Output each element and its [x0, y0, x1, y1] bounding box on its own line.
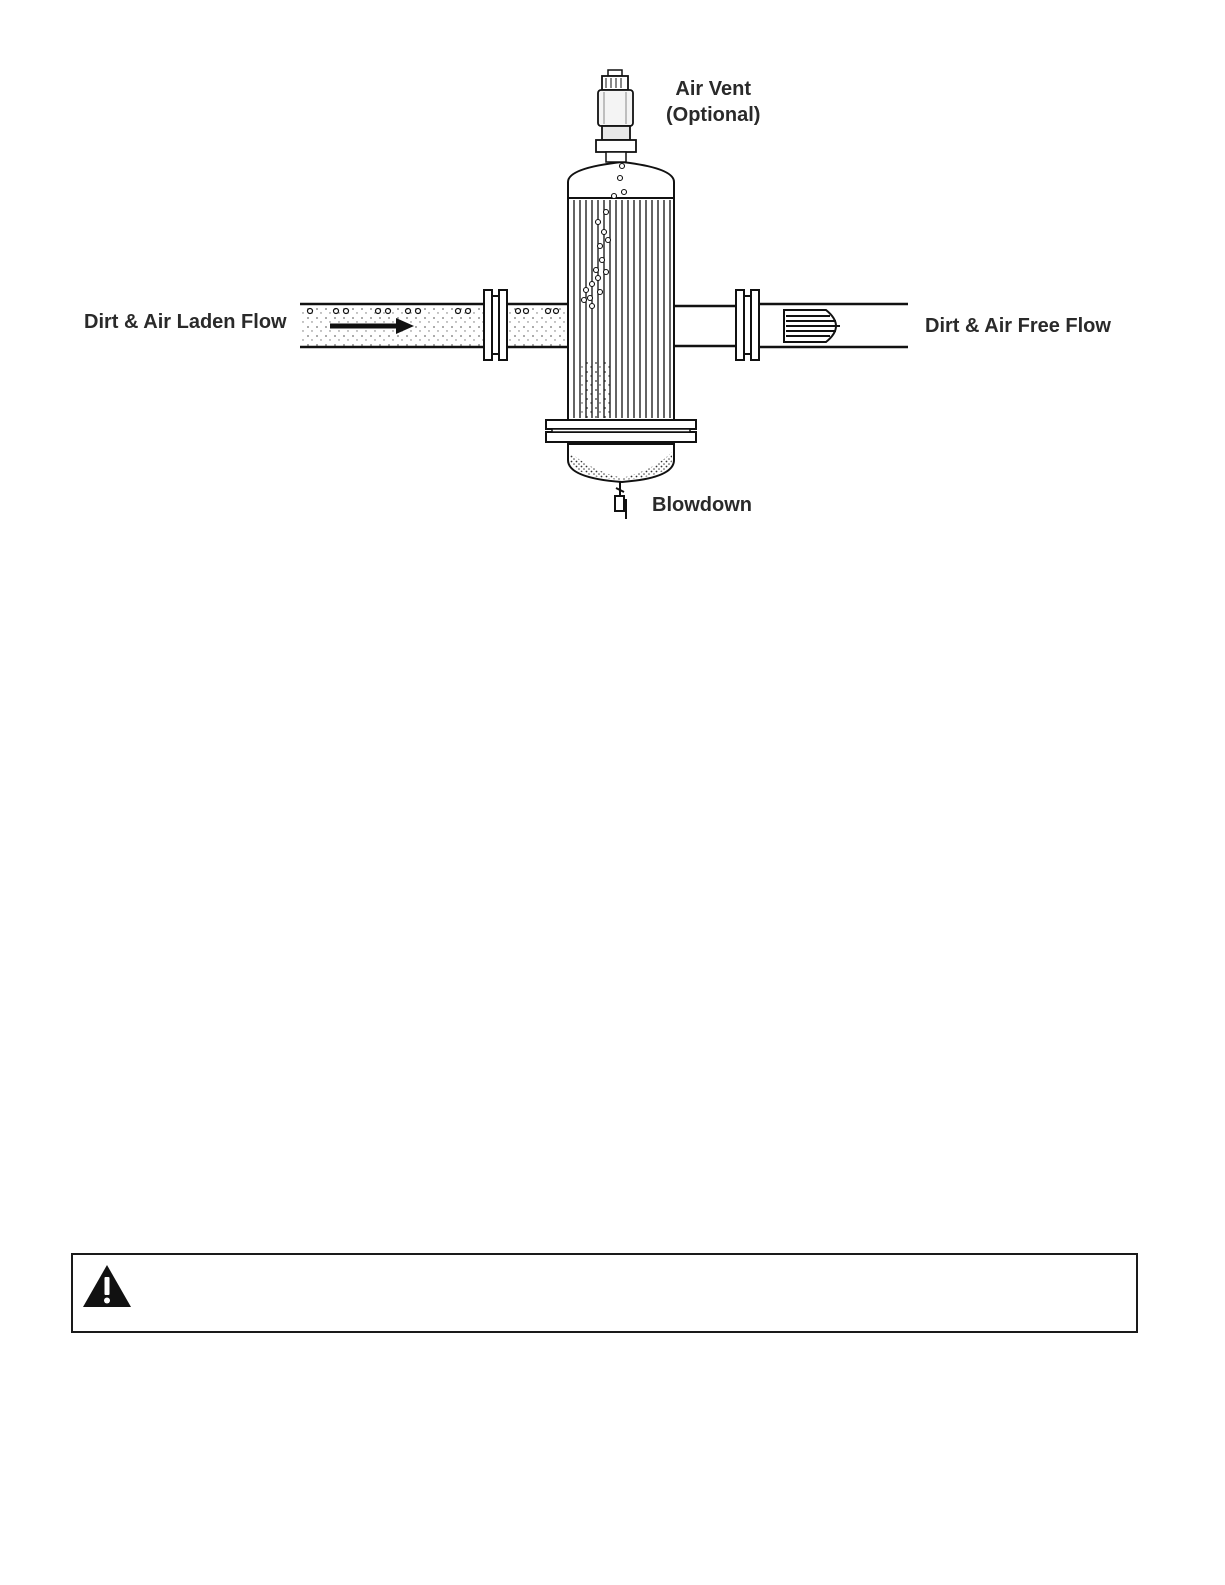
- blowdown-valve: [615, 482, 626, 519]
- outlet-flow-label: Dirt & Air Free Flow: [925, 315, 1111, 337]
- air-vent-label: [666, 76, 760, 128]
- outlet-flange: [736, 290, 759, 360]
- air-vent-label-line2: (Optional): [666, 104, 761, 126]
- inlet-flow-label: Dirt & Air Laden Flow: [84, 311, 287, 333]
- inlet-flange: [484, 290, 507, 360]
- warning-triangle-icon: [81, 1263, 133, 1309]
- separator-vessel: [568, 162, 674, 420]
- warning-box: [71, 1253, 1138, 1333]
- air-vent: [596, 70, 636, 162]
- dirt-collection-chamber: [546, 420, 696, 482]
- air-vent-label-line1: Air Vent: [675, 78, 751, 100]
- outlet-arrow-icon: [784, 310, 840, 342]
- blowdown-label: Blowdown: [652, 494, 752, 516]
- air-dirt-separator-diagram: [0, 0, 1225, 560]
